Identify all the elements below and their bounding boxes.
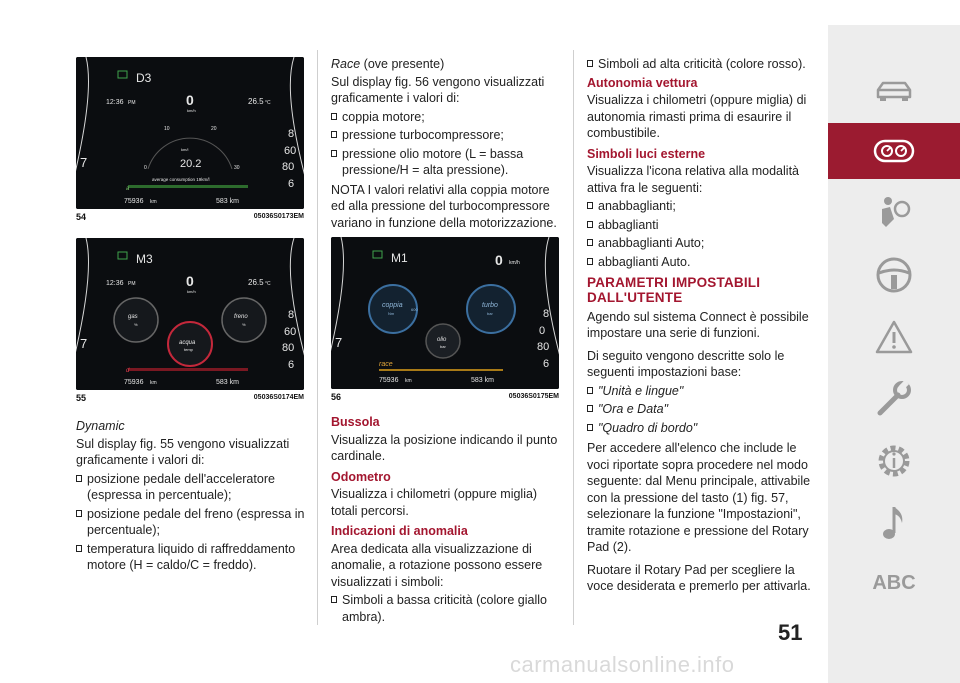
svg-text:75936: 75936	[379, 377, 399, 384]
svg-text:8: 8	[288, 128, 295, 140]
gauge-acqua: acqua	[179, 340, 196, 346]
section-heading: Indicazioni di anomalia	[331, 524, 468, 538]
svg-text:temp: temp	[184, 347, 193, 352]
dashboard-icon	[873, 138, 915, 164]
gauge-turbo: turbo	[482, 302, 498, 309]
svg-text:80: 80	[537, 341, 550, 353]
svg-text:6: 6	[288, 359, 295, 371]
airbag-icon	[874, 195, 914, 231]
section-text: Area dedicata alla visualizzazione di anomalie, a rotazione possono essere visualizzati i simboli:	[331, 541, 543, 589]
chapter-sidebar	[828, 25, 960, 683]
speed-value: 0	[186, 92, 194, 108]
svg-text:km: km	[150, 380, 157, 386]
race-intro: Sul display fig. 56 vengono visualizzati graficamente i valori di:	[331, 74, 545, 105]
svg-text:bar: bar	[440, 344, 446, 349]
column-divider-2	[573, 50, 574, 625]
svg-text:6: 6	[543, 358, 550, 370]
figure-54-dashboard	[76, 57, 304, 209]
section-text: Visualizza i chilometri (oppure miglia) totali percorsi.	[331, 487, 538, 518]
svg-text:d: d	[126, 368, 130, 374]
trip-range: 583 km	[216, 198, 239, 205]
svg-text:bar: bar	[487, 311, 493, 316]
section-heading: Odometro	[331, 469, 391, 484]
sidebar-item-warnings[interactable]	[828, 309, 960, 365]
race-heading: Race (ove presente)	[331, 57, 445, 71]
gauge-freno: freno	[234, 314, 248, 320]
svg-text:km/h: km/h	[187, 289, 196, 294]
svg-text:10: 10	[164, 126, 170, 132]
gear-info-icon	[874, 441, 914, 481]
svg-text:8: 8	[543, 308, 550, 320]
gear-indicator: D3	[136, 71, 152, 85]
svg-text:8: 8	[288, 309, 295, 321]
sidebar-item-multimedia[interactable]	[828, 495, 960, 551]
svg-text:°C: °C	[265, 100, 271, 106]
car-icon	[874, 79, 914, 103]
column-divider-1	[317, 50, 318, 625]
list-item: "Quadro di bordo"	[587, 420, 817, 437]
list-item: "Ora e Data"	[587, 401, 817, 418]
svg-text:80: 80	[282, 161, 295, 173]
dynamic-intro: Sul display fig. 55 vengono visualizzati graficamente i valori di:	[76, 436, 290, 467]
list-item: abbaglianti Auto.	[587, 254, 817, 271]
abc-index-label: ABC	[872, 571, 916, 594]
gauge-coppia: coppia	[382, 302, 403, 309]
sidebar-item-specs[interactable]	[828, 433, 960, 489]
svg-text:20: 20	[211, 126, 217, 132]
race-mode-label: race	[379, 361, 393, 368]
column-1	[76, 418, 308, 576]
svg-text:0: 0	[186, 273, 194, 289]
section-heading: Bussola	[331, 415, 380, 429]
svg-text:km: km	[150, 199, 157, 205]
list-item: posizione pedale dell'acceleratore (espressa in percentuale);	[76, 471, 308, 504]
svg-text:12:36: 12:36	[106, 280, 124, 287]
list-item: Simboli ad alta criticità (colore rosso).	[587, 56, 817, 73]
consumption-value: 20.2	[180, 158, 202, 170]
list-item: coppia motore;	[331, 109, 563, 126]
svg-text:600: 600	[411, 307, 418, 312]
section-text: Visualizza la posizione indicando il punto cardinale.	[331, 432, 558, 463]
svg-text:km/h: km/h	[187, 108, 196, 113]
svg-text:PM: PM	[128, 100, 136, 106]
nota-text: NOTA I valori relativi alla coppia motore ed alla pressione del turbocompressore variano in funzione della motorizzazione.	[331, 182, 557, 230]
list-item: pressione turbocompressore;	[331, 127, 563, 144]
figure-56-caption: 56 05036S0175EM	[331, 392, 559, 402]
svg-text:%: %	[134, 322, 138, 327]
svg-text:7: 7	[335, 335, 343, 350]
consumption-label: average consumption 19km/l	[152, 177, 210, 182]
watermark-text: carmanualsonline.info	[510, 652, 735, 677]
svg-text:km: km	[405, 378, 412, 384]
rotate-text: Ruotare il Rotary Pad per scegliere la voce desiderata e premerlo per attivarla.	[587, 562, 811, 594]
dashboard-55-graphic	[76, 238, 304, 390]
svg-text:0: 0	[539, 325, 546, 337]
figure-56-dashboard	[331, 237, 559, 389]
wrench-icon	[874, 379, 914, 419]
svg-text:583 km: 583 km	[471, 377, 494, 384]
list-item: anabbaglianti;	[587, 198, 817, 215]
parametri-text: Agendo sul sistema Connect è possibile impostare una serie di funzioni.	[587, 309, 809, 341]
dashboard-54-graphic	[76, 57, 304, 209]
svg-text:583 km: 583 km	[216, 379, 239, 386]
gauge-olio: olio	[437, 337, 447, 343]
svg-text:Nm: Nm	[388, 311, 395, 316]
page-number: 51	[778, 620, 803, 645]
svg-text:km/l: km/l	[181, 147, 189, 152]
svg-text:7: 7	[80, 336, 88, 351]
warning-icon	[874, 319, 914, 355]
list-item: temperatura liquido di raffreddamento motore (H = caldo/C = freddo).	[76, 541, 308, 574]
svg-text:6: 6	[288, 178, 295, 190]
list-item: "Unità e lingue"	[587, 383, 817, 400]
dynamic-heading: Dynamic	[76, 419, 125, 433]
list-item: anabbaglianti Auto;	[587, 235, 817, 252]
figure-55-caption: 55 05036S0174EM	[76, 393, 304, 403]
list-item: abbaglianti	[587, 217, 817, 234]
music-icon	[876, 503, 912, 543]
svg-text:°C: °C	[265, 281, 271, 287]
gear-indicator: M3	[136, 252, 153, 266]
svg-text:a: a	[126, 186, 130, 192]
svg-text:60: 60	[284, 326, 297, 338]
column-2	[331, 56, 563, 237]
figure-54-caption: 54 05036S0173EM	[76, 212, 304, 222]
gauge-gas: gas	[128, 314, 138, 320]
sidebar-item-driving[interactable]	[828, 247, 960, 303]
list-item: Simboli a bassa criticità (colore giallo ambra).	[331, 592, 563, 625]
svg-text:75936: 75936	[124, 379, 144, 386]
figure-55-dashboard	[76, 238, 304, 390]
parametri-heading: PARAMETRI IMPOSTABILI DALL'UTENTE	[587, 275, 761, 305]
sidebar-item-dashboard[interactable]	[828, 123, 960, 179]
svg-text:PM: PM	[128, 281, 136, 287]
svg-text:80: 80	[282, 342, 295, 354]
section-text: Visualizza l'icona relativa alla modalità attiva fra le seguenti:	[587, 164, 799, 195]
svg-text:%: %	[242, 322, 246, 327]
access-text: Per accedere all'elenco che include le voci riportate sopra procedere nel modo seguente: dal Menu principale, attivabile con la pressione del tasto (1) fig. 57, selezionare la funzione "Impostazioni", tramite rotazione e pressione del Rotary Pad (2).	[587, 441, 811, 555]
svg-text:0: 0	[495, 252, 503, 268]
gear-indicator: M1	[391, 251, 408, 265]
odometer: 75936	[124, 198, 144, 205]
sidebar-item-index[interactable]	[828, 555, 960, 611]
section-text: Visualizza i chilometri (oppure miglia) di autonomia rimasti prima di esaurire il combustibile.	[587, 93, 807, 140]
list-item: pressione olio motore (L = bassa pressione/H = alta pressione).	[331, 146, 563, 179]
steering-wheel-icon	[874, 255, 914, 295]
svg-text:26.5: 26.5	[248, 278, 264, 287]
column-3	[587, 56, 817, 601]
section-heading: Autonomia vettura	[587, 75, 698, 90]
svg-text:0: 0	[144, 165, 147, 171]
svg-text:60: 60	[284, 145, 297, 157]
sidebar-item-car[interactable]	[828, 63, 960, 119]
clock-time: 12:36	[106, 99, 124, 106]
sidebar-item-safety[interactable]	[828, 185, 960, 241]
column-2-lower	[331, 414, 563, 627]
svg-text:km/h: km/h	[509, 260, 520, 266]
list-item: posizione pedale del freno (espressa in percentuale);	[76, 506, 308, 539]
outside-temp: 26.5	[248, 97, 264, 106]
sidebar-item-maintenance[interactable]	[828, 371, 960, 427]
svg-text:30: 30	[234, 165, 240, 171]
dashboard-56-graphic	[331, 237, 559, 389]
svg-text:7: 7	[80, 155, 88, 170]
section-heading: Simboli luci esterne	[587, 146, 706, 161]
parametri-text-2: Di seguito vengono descritte solo le seguenti impostazioni base:	[587, 348, 785, 380]
